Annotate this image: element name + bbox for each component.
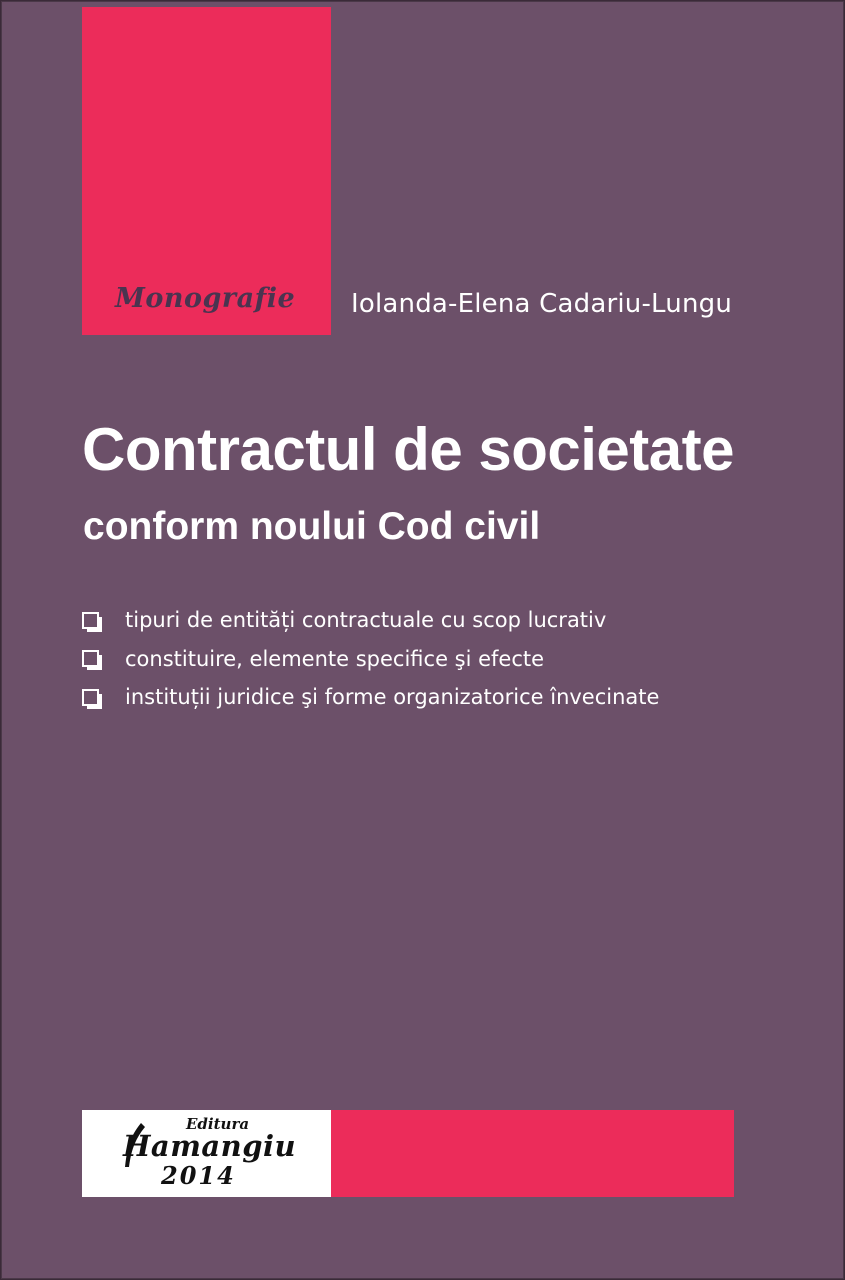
topic-text: tipuri de entități contractuale cu scop lucrativ — [125, 608, 607, 633]
topic-item — [82, 601, 659, 640]
topic-text: constituire, elemente specifice şi efecte — [125, 646, 545, 671]
publisher-label: Editura — [186, 1115, 250, 1133]
publication-year: 2014 — [161, 1161, 236, 1190]
topic-item — [82, 678, 659, 717]
publisher-name: Hamangiu — [123, 1129, 297, 1163]
publisher-accent-bar — [331, 1110, 734, 1197]
square-bullet-icon — [82, 689, 99, 706]
square-bullet-icon — [82, 650, 99, 667]
book-title: Contractul de societate — [82, 416, 734, 483]
square-bullet-icon — [82, 612, 99, 629]
topic-text: instituții juridice şi forme organizatorice învecinate — [125, 685, 660, 710]
series-label: Monografie — [115, 283, 296, 314]
topic-item — [82, 640, 659, 679]
topics-list — [82, 601, 659, 717]
author-name: Iolanda-Elena Cadariu-Lungu — [351, 289, 733, 319]
book-subtitle: conform noului Cod civil — [83, 505, 541, 548]
